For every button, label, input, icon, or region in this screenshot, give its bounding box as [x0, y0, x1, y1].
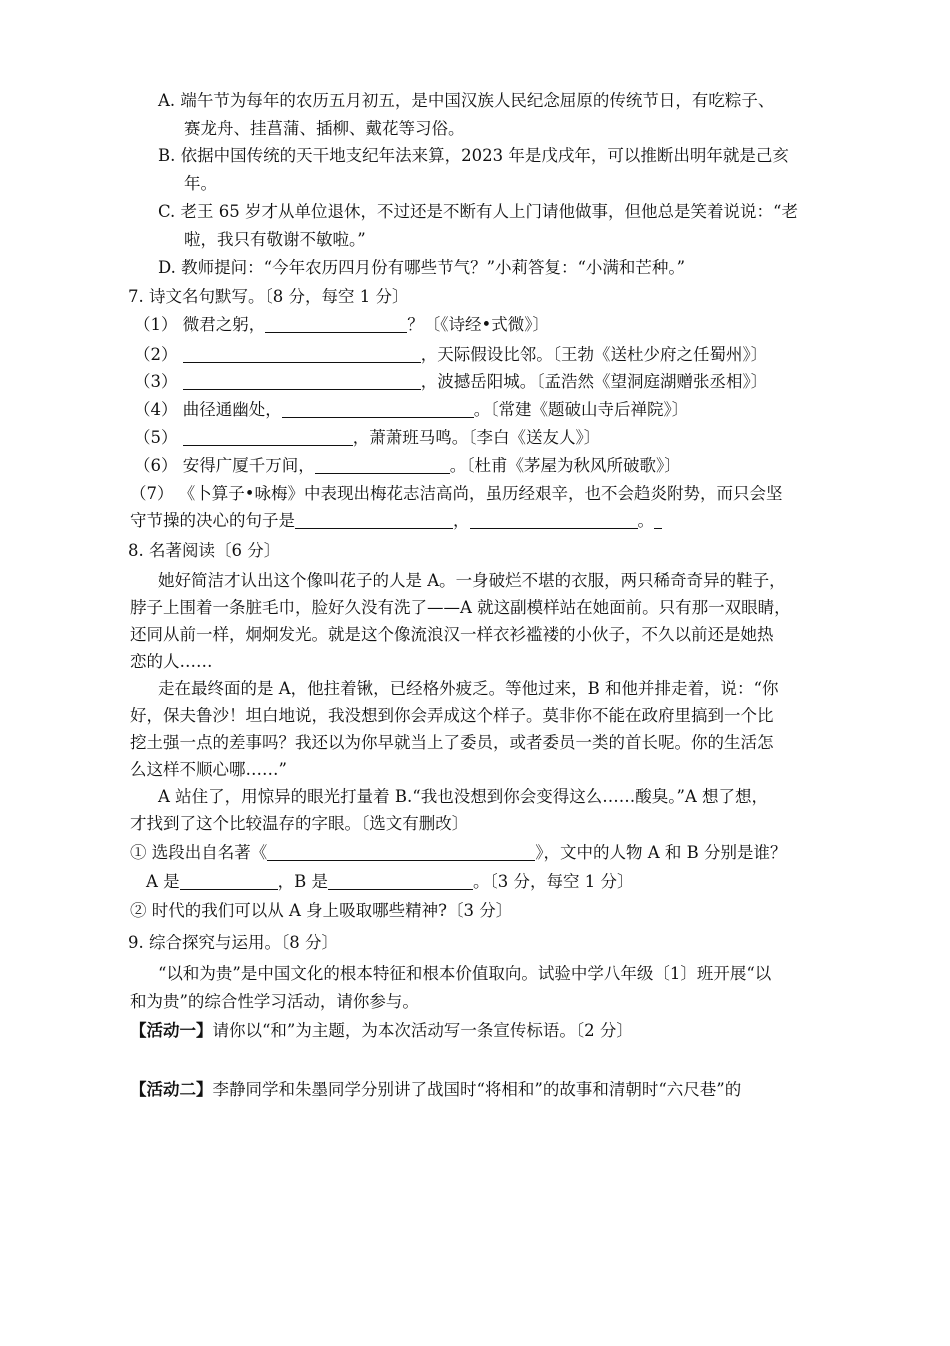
option-b-line-1: B. 依据中国传统的天干地支纪年法来算，2023 年是戊戌年，可以推断出明年就是己亥: [158, 146, 789, 165]
q7-item-3-suffix: ，波撼岳阳城。〔孟浩然《望洞庭湖赠张丞相》〕: [420, 372, 768, 391]
q7-item-2-suffix: ，天际假设比邻。〔王勃《送杜少府之任蜀州》〕: [420, 345, 768, 364]
q7-item-2: [134, 345, 767, 365]
q7-item-5-prefix: （5）: [134, 428, 183, 447]
q7-item-4-prefix: （4） 曲径通幽处，: [134, 400, 282, 419]
q7-item-7-line-1: （7） 《卜算子•咏梅》中表现出梅花志洁高尚，虽历经艰辛，也不会趋炎附势，而只会坚: [130, 484, 783, 503]
q7-blank-5[interactable]: [183, 429, 353, 446]
q7-title: 7. 诗文名句默写。〔8 分，每空 1 分〕: [128, 287, 409, 306]
q8-book-title-blank[interactable]: [267, 844, 535, 861]
activity-1-label: 【活动一】: [130, 1021, 213, 1040]
q8-sub1-suffix: 》，文中的人物 A 和 B 分别是谁？: [535, 843, 787, 862]
q7-blank-4[interactable]: [282, 401, 474, 418]
q7-item-4: [134, 400, 688, 420]
q8-b-label: ，B 是: [277, 872, 329, 891]
option-c-line-2: 啦，我只有敬谢不敏啦。”: [184, 230, 366, 249]
q7-item-7-prefix: 守节操的决心的句子是: [130, 511, 295, 530]
option-d-line: D. 教师提问：“今年农历四月份有哪些节气？”小莉答复：“小满和芒种。”: [158, 258, 686, 277]
q9-activity-1: [130, 1021, 633, 1041]
option-c-line-1: C. 老王 65 岁才从单位退休，不过还是不断有人上门请他做事，但他总是笑着说说：“老: [158, 202, 798, 221]
q9-activity-2: [130, 1080, 741, 1100]
q8-passage-2-line-2: 好，保夫鲁沙！坦白地说，我没想到你会弄成这个样子。莫非你不能在政府里搞到一个比: [130, 706, 774, 725]
q7-item-3: [134, 372, 767, 392]
q7-blank-2[interactable]: [183, 346, 421, 363]
q8-passage-3-line-2: 才找到了这个比较温存的字眼。〔选文有删改〕: [130, 814, 469, 833]
option-a-line-2: 赛龙舟、挂菖蒲、插柳、戴花等习俗。: [184, 119, 465, 138]
q7-blank-7b[interactable]: [470, 512, 638, 529]
q9-title: 9. 综合探究与运用。〔8 分〕: [128, 933, 338, 952]
q8-a-blank[interactable]: [180, 873, 278, 890]
q8-passage-1-line-1: 她好简洁才认出这个像叫花子的人是 A。一身破烂不堪的衣服，两只稀奇奇异的鞋子，: [158, 571, 786, 590]
q7-item-6: [134, 456, 681, 476]
q7-item-1: [134, 315, 549, 335]
option-a-line-1: A. 端午节为每年的农历五月初五，是中国汉族人民纪念屈原的传统节日，有吃粽子、: [158, 91, 775, 110]
q8-sub1-score: 。〔3 分，每空 1 分〕: [473, 872, 634, 891]
q7-item-7-suffix: 。: [637, 511, 654, 530]
activity-2-label: 【活动二】: [130, 1080, 213, 1099]
q8-subquestion-2: ② 时代的我们可以从 A 身上吸取哪些精神?〔3 分〕: [130, 901, 513, 920]
q8-passage-1-line-3: 还同从前一样，炯炯发光。就是这个像流浪汉一样衣衫褴褛的小伙子，不久以前还是她热: [130, 625, 774, 644]
q7-item-2-prefix: （2）: [134, 345, 183, 364]
q7-item-6-prefix: （6） 安得广厦千万间，: [134, 456, 315, 475]
q7-blank-6[interactable]: [315, 457, 450, 474]
q8-passage-2-line-1: 走在最终面的是 A，他拄着锹，已经格外疲乏。等他过来，B 和他并排走着，说：“你: [158, 679, 779, 698]
q7-trailing-underline: [654, 512, 662, 529]
q7-blank-1[interactable]: [265, 316, 407, 333]
q7-item-7-line-2: [130, 511, 662, 531]
q8-passage-3-line-1: A 站住了，用惊异的眼光打量着 B.“我也没想到你会变得这么……酸臭。”A 想了想，: [158, 787, 769, 806]
q7-item-1-prefix: （1） 微君之躬，: [134, 315, 266, 334]
q7-item-3-prefix: （3）: [134, 372, 183, 391]
q7-blank-3[interactable]: [183, 373, 421, 390]
activity-2-text: 李静同学和朱墨同学分别讲了战国时“将相和”的故事和清朝时“六尺巷”的: [212, 1080, 742, 1099]
q9-intro-line-2: 和为贵”的综合性学习活动，请你参与。: [130, 992, 419, 1011]
q8-a-label: A 是: [146, 872, 180, 891]
q8-passage-1-line-2: 脖子上围着一条脏毛巾，脸好久没有洗了——A 就这副模样站在她面前。只有那一双眼睛，: [130, 598, 791, 617]
q8-passage-2-line-3: 挖土强一点的差事吗？我还以为你早就当上了委员，或者委员一类的首长呢。你的生活怎: [130, 733, 774, 752]
q7-item-4-suffix: 。〔常建《题破山寺后禅院》〕: [473, 400, 689, 419]
q7-item-6-suffix: 。〔杜甫《茅屋为秋风所破歌》〕: [449, 456, 681, 475]
q7-item-5: [134, 428, 600, 448]
q7-blank-7a[interactable]: [295, 512, 453, 529]
q7-item-1-suffix: ？〔《诗经•式微》〕: [407, 315, 549, 334]
q8-b-blank[interactable]: [328, 873, 473, 890]
activity-1-text: 请你以“和”为主题，为本次活动写一条宣传标语。〔2 分〕: [212, 1021, 633, 1040]
q9-intro-line-1: “以和为贵”是中国文化的根本特征和根本价值取向。试验中学八年级〔1〕班开展“以: [158, 964, 772, 983]
q8-passage-2-line-4: 么这样不顺心哪……”: [130, 760, 287, 779]
q8-passage-1-line-4: 恋的人……: [130, 652, 213, 671]
q8-subquestion-1-answers: [146, 872, 634, 892]
q7-item-7-comma: ，: [453, 511, 470, 530]
option-b-line-2: 年。: [184, 174, 217, 193]
q7-item-5-suffix: ，萧萧班马鸣。〔李白《送友人》〕: [352, 428, 601, 447]
q8-sub1-prefix: ① 选段出自名著《: [130, 843, 268, 862]
q8-title: 8. 名著阅读〔6 分〕: [128, 541, 281, 560]
q8-subquestion-1: [130, 843, 787, 863]
